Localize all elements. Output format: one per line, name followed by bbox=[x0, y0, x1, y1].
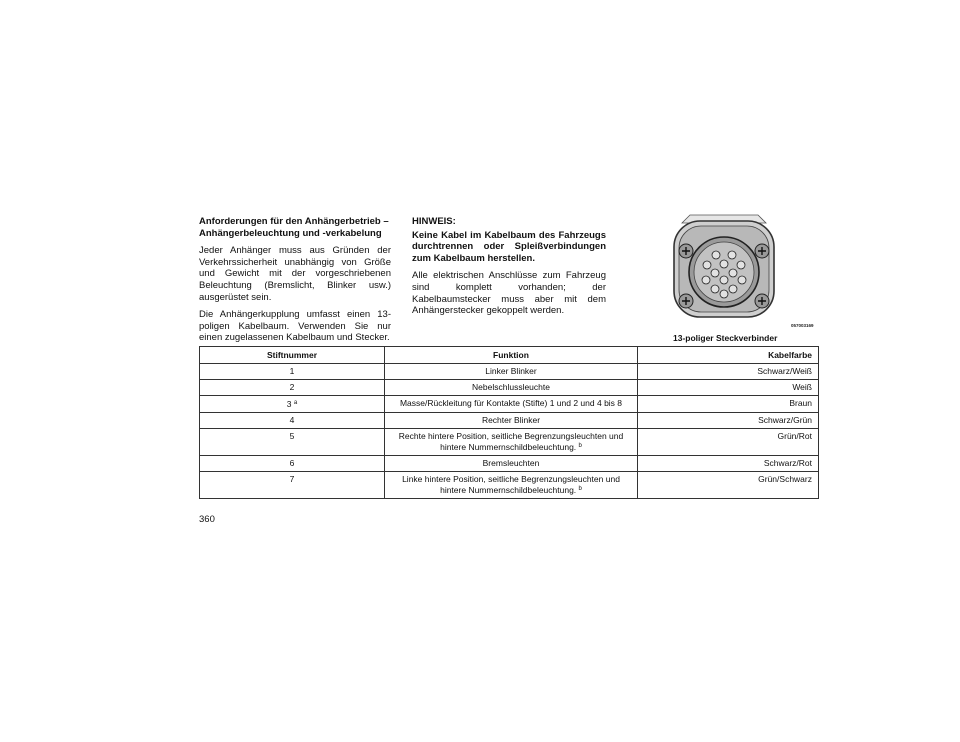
pin-cell: 6 bbox=[200, 456, 385, 472]
pin-cell: 3 $^a$ bbox=[200, 396, 385, 413]
wire-color-cell: Schwarz/Weiß bbox=[638, 364, 819, 380]
footnote-marker: b bbox=[578, 486, 582, 492]
pin-assignment-table bbox=[199, 346, 819, 499]
table-row bbox=[200, 429, 819, 456]
function-cell: Rechter Blinker bbox=[385, 413, 638, 429]
header-pin-number: Stiftnummer bbox=[200, 347, 385, 364]
intro-paragraph: Jeder Anhänger muss aus Gründen der Verkehrssicherheit unabhängig von Größe und Gewicht mit der vorgeschriebenen Beleuchtung (Bremslicht, Blinker usw.) ausgerüstet sein. bbox=[199, 245, 391, 303]
left-column bbox=[199, 216, 391, 350]
table-row bbox=[200, 413, 819, 429]
function-cell: Bremsleuchten bbox=[385, 456, 638, 472]
function-cell: Masse/Rückleitung für Kontakte (Stifte) 1 und 2 und 4 bis 8 bbox=[385, 396, 638, 413]
section-heading: Anforderungen für den Anhängerbetrieb – Anhängerbeleuchtung und -verkabelung bbox=[199, 216, 389, 239]
figure-code: 057003169 bbox=[791, 323, 814, 328]
header-function: Funktion bbox=[385, 347, 638, 364]
pin-cell: 7 bbox=[200, 472, 385, 499]
table-row bbox=[200, 380, 819, 396]
table-row bbox=[200, 456, 819, 472]
wire-color-cell: Weiß bbox=[638, 380, 819, 396]
connector-illustration bbox=[668, 213, 780, 328]
pin-cell: 5 bbox=[200, 429, 385, 456]
header-wire-color: Kabelfarbe bbox=[638, 347, 819, 364]
function-cell: Linke hintere Position, seitliche Begrenzungsleuchten und hintere Nummernschildbeleuchtung. $^b$ bbox=[385, 472, 638, 499]
harness-paragraph: Die Anhängerkupplung umfasst einen 13-poligen Kabelbaum. Verwenden Sie nur einen zugelassenen Kabelbaum und Stecker. bbox=[199, 309, 391, 344]
page-number: 360 bbox=[199, 514, 215, 525]
right-column bbox=[412, 216, 606, 323]
table-row bbox=[200, 472, 819, 499]
table-header-row bbox=[200, 347, 819, 364]
pin-cell: 1 bbox=[200, 364, 385, 380]
figure-caption: 13-poliger Steckverbinder bbox=[673, 333, 778, 343]
function-cell: Nebelschlussleuchte bbox=[385, 380, 638, 396]
footnote-marker: b bbox=[578, 443, 582, 449]
pin-cell: 4 bbox=[200, 413, 385, 429]
table-row bbox=[200, 396, 819, 413]
connection-paragraph: Alle elektrischen Anschlüsse zum Fahrzeug sind komplett vorhanden; der Kabelbaumstecker muss aber mit dem Anhängerstecker gekoppelt werden. bbox=[412, 270, 606, 317]
pin-cell: 2 bbox=[200, 380, 385, 396]
wire-color-cell: Grün/Rot bbox=[638, 429, 819, 456]
wire-color-cell: Braun bbox=[638, 396, 819, 413]
table-row bbox=[200, 364, 819, 380]
wire-color-cell: Schwarz/Rot bbox=[638, 456, 819, 472]
note-text: Keine Kabel im Kabelbaum des Fahrzeugs durchtrennen oder Spleißverbindungen zum Kabelbaum herstellen. bbox=[412, 229, 606, 264]
note-label: HINWEIS: bbox=[412, 216, 456, 227]
wire-color-cell: Schwarz/Grün bbox=[638, 413, 819, 429]
function-cell: Linker Blinker bbox=[385, 364, 638, 380]
footnote-marker: a bbox=[293, 400, 298, 406]
function-cell: Rechte hintere Position, seitliche Begrenzungsleuchten und hintere Nummernschildbeleuchtung. $^b$ bbox=[385, 429, 638, 456]
wire-color-cell: Grün/Schwarz bbox=[638, 472, 819, 499]
